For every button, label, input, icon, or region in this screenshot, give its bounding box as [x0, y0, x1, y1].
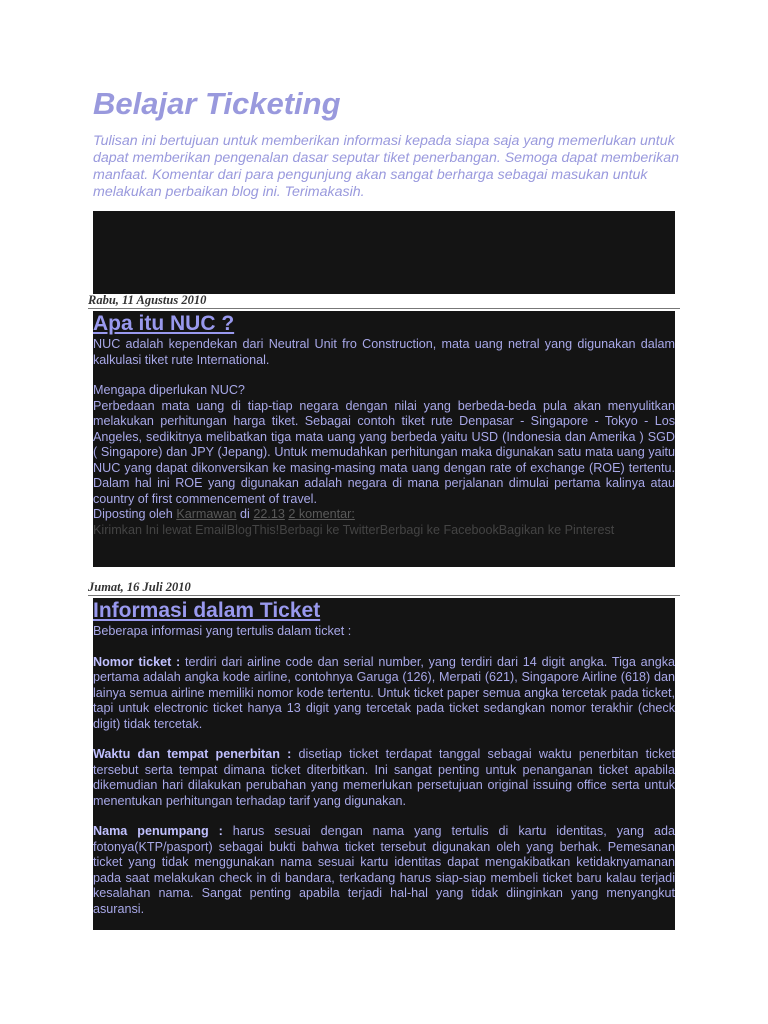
- post-footer: [93, 507, 675, 523]
- share-pinterest-link[interactable]: Bagikan ke Pinterest: [498, 522, 615, 537]
- post-section: [93, 655, 675, 733]
- section-text: disetiap ticket terdapat tanggal sebagai waktu penerbitan ticket tersebut serta tempat dimana ticket diterbitkan. Ini sangat penting untuk penanganan ticket apabila dikemudian hari dilakukan perubahan yang memerlukan persetujuan original issuing office serta untuk menentukan perhitungan terhadap tarif yang digunakan.: [93, 747, 675, 808]
- post-section: [93, 747, 675, 809]
- divider: [88, 595, 680, 596]
- blog-description: Tulisan ini bertujuan untuk memberikan informasi kepada siapa saja yang memerlukan untuk dapat memberikan pengenalan dasar seputar tiket penerbangan. Semoga dapat memberikan manfaat. Komentar dari para pengunjung akan sangat berharga sebagai masukan untuk melakukan perbaikan blog ini. Terimakasih.: [93, 133, 680, 200]
- post-title[interactable]: Apa itu NUC ?: [93, 312, 235, 335]
- section-label: Nomor ticket :: [93, 654, 181, 669]
- post-time-link[interactable]: 22.13: [253, 507, 285, 521]
- post-title[interactable]: Informasi dalam Ticket: [93, 599, 321, 622]
- share-blogthis-link[interactable]: BlogThis!: [226, 522, 280, 537]
- section-text: terdiri dari airline code dan serial number, yang terdiri dari 14 digit angka. Tiga angka pertama adalah angka kode airline, contohnya Garuga (126), Merpati (621), Singapore Airline (618) dan lainya semua airline memiliki nomor kode tertentu. Untuk ticket paper semua angka tercetak pada ticket, tapi untuk electronic ticket hanya 13 digit yang tercetak pada ticket sedangkan nomor terakhir (check digit) tidak tercetak.: [93, 654, 675, 731]
- header-banner: [93, 211, 675, 294]
- date-header: Jumat, 16 Juli 2010: [88, 581, 680, 596]
- blog-post: [93, 311, 675, 567]
- section-label: Waktu dan tempat penerbitan :: [93, 747, 292, 761]
- posted-by-label: Diposting oleh: [93, 507, 173, 521]
- posted-at-label: di: [240, 507, 250, 521]
- divider: [88, 308, 680, 309]
- section-label: Nama penumpang :: [93, 824, 223, 838]
- post-paragraph: Mengapa diperlukan NUC? Perbedaan mata uang di tiap-tiap negara dengan nilai yang berbeda-beda pula akan menyulitkan melakukan perhitungan harga tiket. Sebagai contoh tiket rute Denpasar - Singapore - Tokyo - Los Angeles, sedikitnya melibatkan tiga mata uang yang berbeda yaitu USD (Indonesia dan Amerika ) SGD ( Singapore) dan JPY (Jepang). Untuk memudahkan perhitungan maka digunakan satu mata uang yaitu NUC yang dapat dikonversikan ke masing-masing mata uang dengan rate of exchange (ROE) tertentu. Dalam hal ini ROE yang digunakan adalah negara di mana perjalanan dimulai pertama kalinya atau country of first commencement of travel.: [93, 383, 675, 506]
- share-twitter-link[interactable]: Berbagi ke Twitter: [279, 522, 380, 537]
- share-links: [93, 523, 675, 539]
- author-link[interactable]: Karmawan: [176, 507, 237, 521]
- date-header: Rabu, 11 Agustus 2010: [88, 294, 680, 309]
- share-email-link[interactable]: Kirimkan Ini lewat Email: [93, 522, 227, 537]
- post-paragraph: NUC adalah kependekan dari Neutral Unit fro Construction, mata uang netral yang digunakan dalam kalkulasi tiket rute International.: [93, 337, 675, 367]
- blog-title: Belajar Ticketing: [93, 86, 341, 121]
- blog-post: [93, 598, 675, 930]
- post-intro: Beberapa informasi yang tertulis dalam ticket :: [93, 624, 352, 638]
- share-facebook-link[interactable]: Berbagi ke Facebook: [379, 522, 499, 537]
- post-section: [93, 824, 675, 917]
- section-text: harus sesuai dengan nama yang tertulis di kartu identitas, yang ada fotonya(KTP/pasport) sebagai bukti bahwa ticket tersebut digunakan oleh yang berhak. Pemesanan ticket yang tidak menggunakan nama sesuai kartu identitas dapat mengakibatkan ketidaknyamanan pada saat melakukan check in di bandara, terkadang harus siap-siap membeli ticket baru kalau terjadi kesalahan nama. Sangat penting apabila terjadi hal-hal yang tidak diinginkan yang menyangkut asuransi.: [93, 824, 675, 916]
- comments-link[interactable]: 2 komentar:: [288, 507, 355, 521]
